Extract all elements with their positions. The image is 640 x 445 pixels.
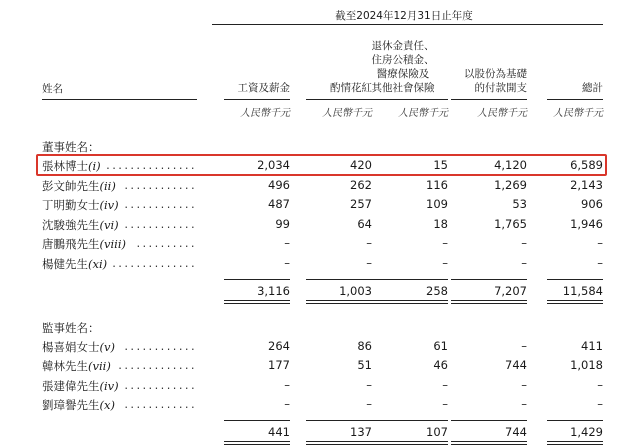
subtotal-rule [224,420,290,421]
footnote-ref: (vi) [99,217,119,232]
total-double-rule [372,441,448,445]
footnote-ref: (i) [88,159,101,173]
footnote-ref: (xi) [88,257,108,271]
unit-label: 人民幣千元 [553,108,603,119]
subtotal-rule [224,279,290,280]
table-cell: 46 [433,358,448,373]
subtotal-rule [547,279,603,280]
leader-dots: ............ [124,197,197,212]
table-cell: – [597,256,603,270]
leader-dots: ............ [124,377,197,392]
table-cell: – [442,377,448,392]
leader-dots: ............ [124,338,197,353]
person-name: 唐鵬飛先生 [42,237,100,252]
subtotal-rule [372,420,448,421]
total-cell: 258 [426,283,448,298]
column-header-line: 的付款開支 [474,82,527,94]
subtotal-rule [306,420,372,421]
total-cell: 744 [505,425,527,439]
table-row-name [42,378,119,394]
table-cell: 1,018 [570,358,603,373]
table-cell: – [366,256,372,270]
total-cell: 107 [426,425,448,439]
table-cell: 1,946 [570,216,603,231]
table-cell: 61 [433,338,448,353]
table-cell: 487 [268,197,290,212]
person-name: 丁明勤女士 [42,198,100,213]
table-cell: – [521,236,527,251]
table-cell: – [366,236,372,251]
unit-label: 人民幣千元 [240,108,290,119]
total-cell: 3,116 [257,283,290,298]
table-cell: – [521,338,527,353]
table-cell: 264 [268,338,290,353]
table-cell: 15 [433,158,448,172]
table-cell: – [284,236,290,251]
table-cell: – [284,256,290,270]
table-cell: 411 [581,338,603,353]
total-double-rule [306,441,372,445]
section-title: 監事姓名： [42,320,100,335]
total-cell: 1,429 [570,425,603,439]
total-double-rule [547,441,603,445]
column-header-line: 醫療保險及 [376,68,430,80]
period-header-rule [212,24,603,25]
table-cell: 262 [350,177,372,192]
table-cell: 53 [512,197,527,212]
footnote-ref: (v) [99,339,115,354]
table-row-name [42,339,115,355]
table-cell: 420 [350,158,372,172]
table-cell: 1,765 [494,216,527,231]
table-row-name [42,178,116,194]
table-cell: 4,120 [494,158,527,172]
column-header-line: 酌情花紅 [330,82,372,94]
table-cell: 6,589 [570,158,603,172]
person-name: 張建偉先生 [42,378,100,393]
total-double-rule [306,300,372,304]
column-header-line: 其他社會保險 [371,82,435,94]
table-cell: 99 [275,216,290,231]
table-cell: 177 [268,358,290,373]
table-cell: 109 [426,197,448,212]
total-double-rule [451,300,527,304]
table-row-name [42,197,119,213]
person-name: 楊健先生 [42,257,88,271]
table-cell: – [442,236,448,251]
unit-label: 人民幣千元 [477,108,527,119]
column-header-line: 住房公積金、 [371,54,435,66]
total-double-rule [451,441,527,445]
total-double-rule [372,300,448,304]
leader-dots: .......... [136,236,197,251]
column-header-rule [451,99,527,100]
table-cell: 86 [357,338,372,353]
footnote-ref: (iv) [99,378,119,393]
table-cell: 116 [426,177,448,192]
subtotal-rule [451,279,527,280]
person-name: 楊喜娟女士 [42,339,100,354]
total-cell: 7,207 [494,283,527,298]
leader-dots: ............ [124,397,197,412]
total-cell: 137 [350,425,372,439]
leader-dots: ............... [106,158,197,172]
table-row-name [42,397,115,413]
table-cell: 2,143 [570,177,603,192]
column-header-line: 以股份為基礎 [464,68,527,80]
table-cell: 906 [581,197,603,212]
subtotal-rule [547,420,603,421]
table-cell: 51 [357,358,372,373]
column-header-4 [437,67,527,95]
table-cell: – [366,397,372,412]
person-name: 韓林先生 [42,359,88,374]
total-double-rule [224,300,290,304]
table-cell: 1,269 [494,177,527,192]
table-cell: 2,034 [257,158,290,172]
column-header-line: 總計 [582,82,603,94]
name-header: 姓名 [42,83,63,95]
unit-label: 人民幣千元 [322,108,372,119]
table-row-name [42,358,111,374]
table-cell: 64 [357,216,372,231]
footnote-ref: (ii) [99,178,116,193]
footnote-ref: (iv) [99,198,119,213]
unit-label: 人民幣千元 [398,108,448,119]
table-cell: – [597,236,603,251]
leader-dots: ............ [124,177,197,192]
table-cell: – [284,397,290,412]
total-cell: 441 [268,425,290,439]
total-double-rule [547,300,603,304]
table-row-name [42,236,126,252]
person-name: 彭文帥先生 [42,178,100,193]
person-name: 劉璋譽先生 [42,398,100,413]
table-cell: – [521,256,527,270]
table-row-name [42,158,101,174]
total-double-rule [224,441,290,445]
period-header: 截至2024年12月31日止年度 [335,10,473,22]
table-cell: 496 [268,177,290,192]
footnote-ref: (vii) [88,359,111,374]
total-cell: 11,584 [562,283,603,298]
leader-dots: ............ [124,216,197,231]
table-cell: – [366,377,372,392]
column-header-rule [372,99,448,100]
table-cell: – [521,397,527,412]
section-title: 董事姓名： [42,140,100,154]
table-cell: – [597,397,603,412]
column-header-rule [224,99,290,100]
table-cell: – [442,256,448,270]
subtotal-rule [306,279,372,280]
column-header-3 [358,39,448,95]
footnote-ref: (viii) [99,237,127,252]
table-cell: – [521,377,527,392]
leader-dots: ............. [118,358,197,373]
table-cell: – [284,377,290,392]
table-cell: 18 [433,216,448,231]
table-cell: 257 [350,197,372,212]
column-header-5 [533,81,603,95]
column-header-line: 退休金責任、 [371,40,435,52]
table-cell: – [442,397,448,412]
name-header-rule [42,99,197,100]
subtotal-rule [451,420,527,421]
total-cell: 1,003 [339,283,372,298]
footnote-ref: (x) [99,398,115,413]
table-row-name [42,256,107,272]
table-row-name [42,217,119,233]
subtotal-rule [372,279,448,280]
leader-dots: .............. [112,256,197,270]
table-cell: – [597,377,603,392]
person-name: 張林博士 [42,159,88,173]
column-header-line: 工資及薪金 [237,82,290,94]
column-header-rule [547,99,603,100]
table-cell: 744 [505,358,527,373]
person-name: 沈駿強先生 [42,217,100,232]
column-header-rule [306,99,372,100]
column-header-1 [210,81,290,95]
